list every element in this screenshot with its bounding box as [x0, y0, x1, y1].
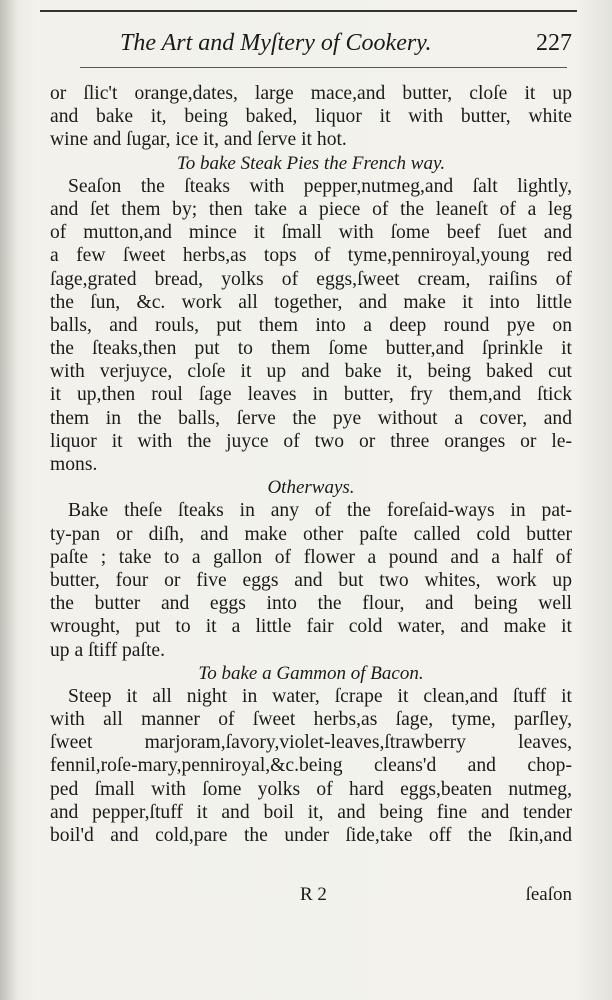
text-line: balls, and rouls, put them into a deep round pye on	[50, 314, 572, 336]
text-line: ſage,grated bread, yolks of eggs,ſweet cream, raiſins of	[50, 268, 572, 290]
text-line: wine and ſugar, ice it, and ſerve it hot.	[50, 129, 347, 151]
text-line: mons.	[50, 454, 98, 475]
text-line: the butter and eggs into the flour, and being well	[50, 593, 572, 615]
page-number: 227	[536, 30, 572, 56]
top-rule	[40, 10, 577, 12]
text-line: ty-pan or diſh, and make other paſte called cold butter	[50, 523, 572, 545]
text-line: fennil,roſe-mary,penniroyal,&c.being cleans'd and chop-	[50, 755, 572, 777]
text-line: it up,then roul ſage leaves in butter, fry them,and ſtick	[50, 384, 572, 406]
text-line: and pepper,ſtuff it and boil it, and being fine and tender	[50, 801, 572, 823]
text-line: ſweet marjoram,ſavory,violet-leaves,ſtrawberry leaves,	[50, 732, 572, 754]
section-heading: Otherways.	[267, 477, 355, 499]
text-line: Steep it all night in water, ſcrape it clean,and ſtuff it	[68, 685, 572, 707]
body-text	[50, 82, 572, 847]
section-heading: To bake Steak Pies the French way.	[176, 152, 446, 174]
text-line: of mutton,and mince it ſmall with ſome beef ſuet and	[50, 222, 572, 244]
text-line: boil'd and cold,pare the under ſide,take off the ſkin,and	[50, 825, 572, 846]
text-line: ped ſmall with ſome yolks of hard eggs,beaten nutmeg,	[50, 778, 572, 800]
text-line: butter, four or five eggs and but two whites, work up	[50, 569, 572, 591]
footer-row	[50, 884, 572, 908]
text-line: paſte ; take to a gallon of flower a pound and a half of	[50, 546, 572, 568]
text-line: or ſlic't orange,dates, large mace,and butter, cloſe it up	[50, 83, 572, 104]
text-line: Seaſon the ſteaks with pepper,nutmeg,and ſalt lightly,	[68, 175, 572, 197]
header-rule	[80, 67, 567, 68]
text-line: with all manner of ſweet herbs,as ſage, tyme, parſley,	[50, 709, 572, 731]
section-heading: To bake a Gammon of Bacon.	[198, 662, 424, 684]
text-line: a few ſweet herbs,as tops of tyme,penniroyal,young red	[50, 245, 572, 267]
signature-mark: R 2	[300, 884, 327, 905]
text-line: liquor it with the juyce of two or three oranges or le-	[50, 430, 572, 452]
text-line: and bake it, being baked, liquor it with butter, white	[50, 106, 572, 128]
running-title: The Art and Myſtery of Cookery.	[120, 30, 432, 56]
text-line: them in the balls, ſerve the pye without a cover, and	[50, 407, 572, 429]
text-line: wrought, put to it a little fair cold water, and make it	[50, 616, 572, 638]
text-line: Bake theſe ſteaks in any of the foreſaid-ways in pat-	[68, 500, 572, 522]
page-header	[95, 30, 572, 64]
text-line: with verjuyce, cloſe it up and bake it, being baked cut	[50, 361, 572, 383]
text-line: the ſteaks,then put to them ſome butter,and ſprinkle it	[50, 338, 572, 360]
text-line: up a ſtiff paſte.	[50, 639, 165, 661]
gutter-shadow	[0, 0, 18, 1000]
text-line: and ſet them by; then take a piece of the leaneſt of a leg	[50, 198, 572, 220]
text-line: the ſun, &c. work all together, and make it into little	[50, 291, 572, 313]
catchword: ſeaſon	[525, 884, 572, 905]
